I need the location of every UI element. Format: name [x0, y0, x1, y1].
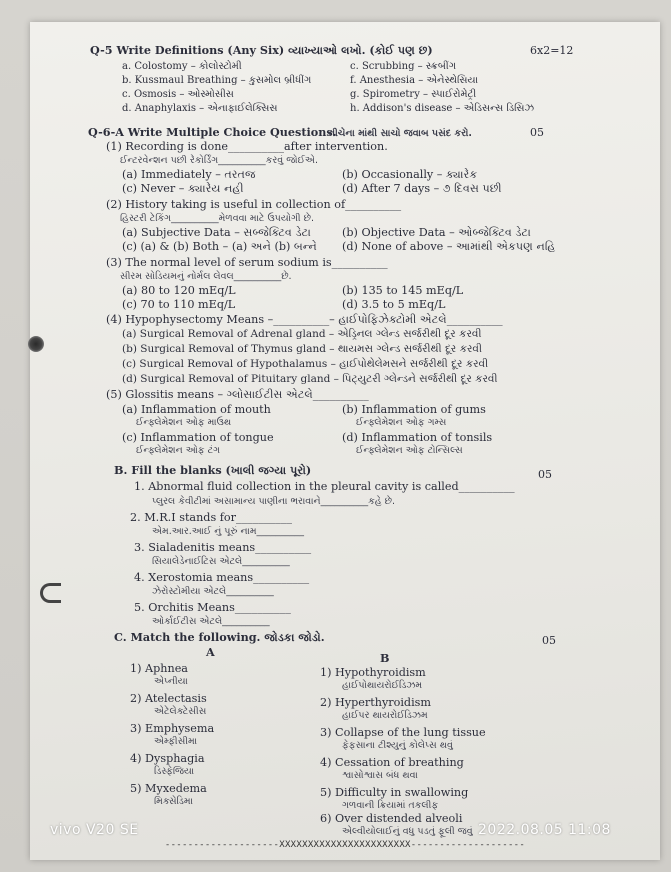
q6a-title-guj: નીચેના માંથી સાચો જવાબ પસંદ કરો.: [328, 128, 473, 139]
section-b-marks: 05: [538, 468, 552, 481]
fill-blank-2-guj: એમ.આર.આઈ નું પૂરું નામ__________: [152, 526, 305, 537]
fill-blank-3-guj: સિયાલેડેનાઈટિસ એટલે__________: [152, 556, 290, 567]
mcq4-option-c: (c) Surgical Removal of Hypothalamus – હાઈપોથેલેમસને સર્જરીથી દૂર કરવી: [122, 358, 489, 370]
match-a-2: 2) Atelectasis: [130, 692, 207, 705]
match-a-2-guj: એટેલેક્ટેસીસ: [154, 706, 207, 717]
q5-title: Q-5 Write Definitions (Any Six) વ્યાખ્યાઓ લખો. (કોઈ પણ છ): [90, 43, 433, 57]
match-b-1-guj: હાઈપોથાયરોઈડિઝમ: [342, 680, 423, 691]
mcq1-option-a: (a) Immediately – તરતજ: [122, 168, 256, 181]
match-b-5: 5) Difficulty in swallowing: [320, 786, 469, 799]
column-b-header: B: [380, 651, 390, 665]
q5-item-c: c. Scrubbing – સ્ક્રબીંગ: [350, 61, 457, 72]
mcq3-option-b: (b) 135 to 145 mEq/L: [342, 284, 464, 297]
mcq2-option-a: (a) Subjective Data – સબ્જેક્ટિવ ડેટા: [122, 226, 311, 239]
fill-blank-3: 3. Sialadenitis means__________: [134, 541, 312, 554]
q6a-title: Q-6-A Write Multiple Choice Questions.: [88, 125, 337, 139]
mcq2-option-c: (c) (a) & (b) Both – (a) અને (b) બન્ને: [122, 240, 317, 253]
fill-blank-1: 1. Abnormal fluid collection in the pleural cavity is called__________: [134, 480, 515, 493]
match-b-4-guj: શ્વાસોશ્વાસ બંધ થવા: [342, 770, 418, 781]
mcq1-question-guj: ઈન્ટરવેન્શન પછી રેકોર્ડિંગ__________કરવું જોઈએ.: [120, 155, 318, 166]
date-time-stamp: 2022.08.05 11:08: [478, 822, 611, 838]
match-a-1-guj: એપ્નીયા: [154, 676, 188, 687]
match-b-1: 1) Hypothyroidism: [320, 666, 426, 679]
match-a-5: 5) Myxedema: [130, 782, 207, 795]
mcq1-option-c: (c) Never – ક્યારેય નહી: [122, 182, 244, 195]
match-a-3-guj: એમ્ફીસીમા: [154, 736, 198, 747]
punch-hole-bottom: [40, 583, 61, 603]
q5-item-f: f. Anesthesia – એનેસ્થેસિયા: [350, 75, 479, 86]
match-a-4-guj: ડિસ્ફેજિયા: [154, 766, 195, 777]
mcq3-option-c: (c) 70 to 110 mEq/L: [122, 298, 236, 311]
match-b-3-guj: ફેફસાના ટીશ્યુનું કોલેપ્સ થવું: [342, 740, 453, 751]
match-b-4: 4) Cessation of breathing: [320, 756, 464, 769]
fill-blank-2: 2. M.R.I stands for__________: [130, 511, 292, 524]
section-c-title: C. Match the following. જોડકા જોડો.: [114, 630, 325, 644]
mcq5-option-b: (b) Inflammation of gums: [342, 403, 486, 416]
section-b-title: B. Fill the blanks (ખાલી જગ્યા પૂરો): [114, 463, 312, 477]
mcq5-question: (5) Glossitis means – ગ્લોસાઈટીસ એટલે__________: [106, 388, 369, 401]
mcq3-question-guj: સીરમ સોડિયમનું નોર્મલ લેવલ__________છે.: [120, 271, 292, 282]
mcq1-option-d: (d) After 7 days – ૭ દિવસ પછી: [342, 182, 502, 195]
fill-blank-4: 4. Xerostomia means__________: [134, 571, 310, 584]
fill-blank-5: 5. Orchitis Means__________: [134, 601, 291, 614]
q5-item-g: g. Spirometry – સ્પાઈરોમેટ્રી: [350, 89, 477, 100]
match-b-5-guj: ગળવાની ક્રિયામાં તકલીફ: [342, 800, 439, 811]
match-a-4: 4) Dysphagia: [130, 752, 205, 765]
mcq3-option-a: (a) 80 to 120 mEq/L: [122, 284, 236, 297]
q6a-marks: 05: [530, 126, 544, 139]
column-a-header: A: [206, 645, 215, 659]
mcq3-question: (3) The normal level of serum sodium is__________: [106, 256, 388, 269]
match-b-2: 2) Hyperthyroidism: [320, 696, 432, 709]
q5-item-h: h. Addison's disease – એડિસન્સ ડિસિઝ: [350, 103, 535, 114]
mcq2-option-b: (b) Objective Data – ઓબ્જેક્ટિવ ડેટા: [342, 226, 531, 239]
match-a-3: 3) Emphysema: [130, 722, 215, 735]
mcq5-option-a: (a) Inflammation of mouth: [122, 403, 271, 416]
match-b-3: 3) Collapse of the lung tissue: [320, 726, 486, 739]
match-b-6-guj: એલ્વીયોલાઈનું વધુ પડતું ફૂલી જવું: [342, 826, 473, 837]
mcq1-question: (1) Recording is done__________after intervention.: [106, 140, 388, 153]
q5-item-b: b. Kussmaul Breathing – કુસમોલ બ્રીધીંગ: [122, 75, 312, 86]
mcq5-option-c: (c) Inflammation of tongue: [122, 431, 274, 444]
punch-hole-top: [28, 336, 44, 352]
mcq4-question: (4) Hypophysectomy Means –__________– હાઈપોફિઝેક્ટોમી એટલે__________: [106, 313, 503, 326]
match-a-1: 1) Aphnea: [130, 662, 188, 675]
mcq4-option-b: (b) Surgical Removal of Thymus gland – થાયમસ ગ્લેન્ડ સર્જરીથી દૂર કરવી: [122, 343, 482, 355]
mcq1-option-b: (b) Occasionally – ક્યારેક: [342, 168, 478, 181]
match-a-5-guj: મિક્સેડિમા: [154, 796, 193, 807]
exam-paper: [30, 22, 660, 860]
q5-item-c2: c. Osmosis – ઓસ્મોસીસ: [122, 89, 234, 100]
end-of-paper-marker: --------------------XXXXXXXXXXXXXXXXXXXXXXX--------------------: [164, 840, 526, 850]
mcq5-option-b-guj: ઈન્ફ્લેમેશન ઓફ ગમ્સ: [356, 417, 447, 428]
mcq3-option-d: (d) 3.5 to 5 mEq/L: [342, 298, 446, 311]
match-b-2-guj: હાઈપર થાયરોઈડિઝમ: [342, 710, 428, 721]
mcq5-option-a-guj: ઈન્ફ્લેમેશન ઓફ માઉથ: [136, 417, 232, 428]
mcq4-option-d: (d) Surgical Removal of Pituitary gland – પિટ્યુટરી ગ્લેન્ડને સર્જરીથી દૂર કરવી: [122, 373, 498, 385]
mcq5-option-c-guj: ઈન્ફ્લેમેશન ઓફ ટંગ: [136, 445, 221, 456]
q5-marks: 6x2=12: [530, 44, 574, 57]
q5-item-a: a. Colostomy – કોલોસ્ટોમી: [122, 61, 242, 72]
fill-blank-5-guj: ઓર્કાઈટીસ એટલે__________: [152, 616, 270, 627]
mcq2-question: (2) History taking is useful in collection of__________: [106, 198, 402, 211]
mcq4-option-a: (a) Surgical Removal of Adrenal gland – એડ્રિનલ ગ્લેન્ડ સર્જરીથી દૂર કરવી: [122, 328, 482, 340]
fill-blank-1-guj: પ્લુરલ કેવીટીમાં અસામાન્ય પાણીના ભરાવાને__________કહે છે.: [152, 496, 395, 507]
mcq5-option-d: (d) Inflammation of tonsils: [342, 431, 493, 444]
q5-item-d: d. Anaphylaxis – એનાફાઈલેક્સિસ: [122, 103, 278, 114]
match-b-6: 6) Over distended alveoli: [320, 812, 463, 825]
mcq5-option-d-guj: ઈન્ફ્લેમેશન ઓફ ટોન્સિલ્સ: [356, 445, 463, 456]
camera-model-stamp: vivo V20 SE: [50, 822, 139, 838]
fill-blank-4-guj: ઝેરોસ્ટોમીયા એટલે__________: [152, 586, 274, 597]
mcq2-option-d: (d) None of above – આમાંથી એકપણ નહિ: [342, 240, 556, 253]
section-c-marks: 05: [542, 634, 556, 647]
mcq2-question-guj: હિસ્ટરી ટેકિંગ__________મેળવવા માટે ઉપયોગી છે.: [120, 213, 315, 224]
